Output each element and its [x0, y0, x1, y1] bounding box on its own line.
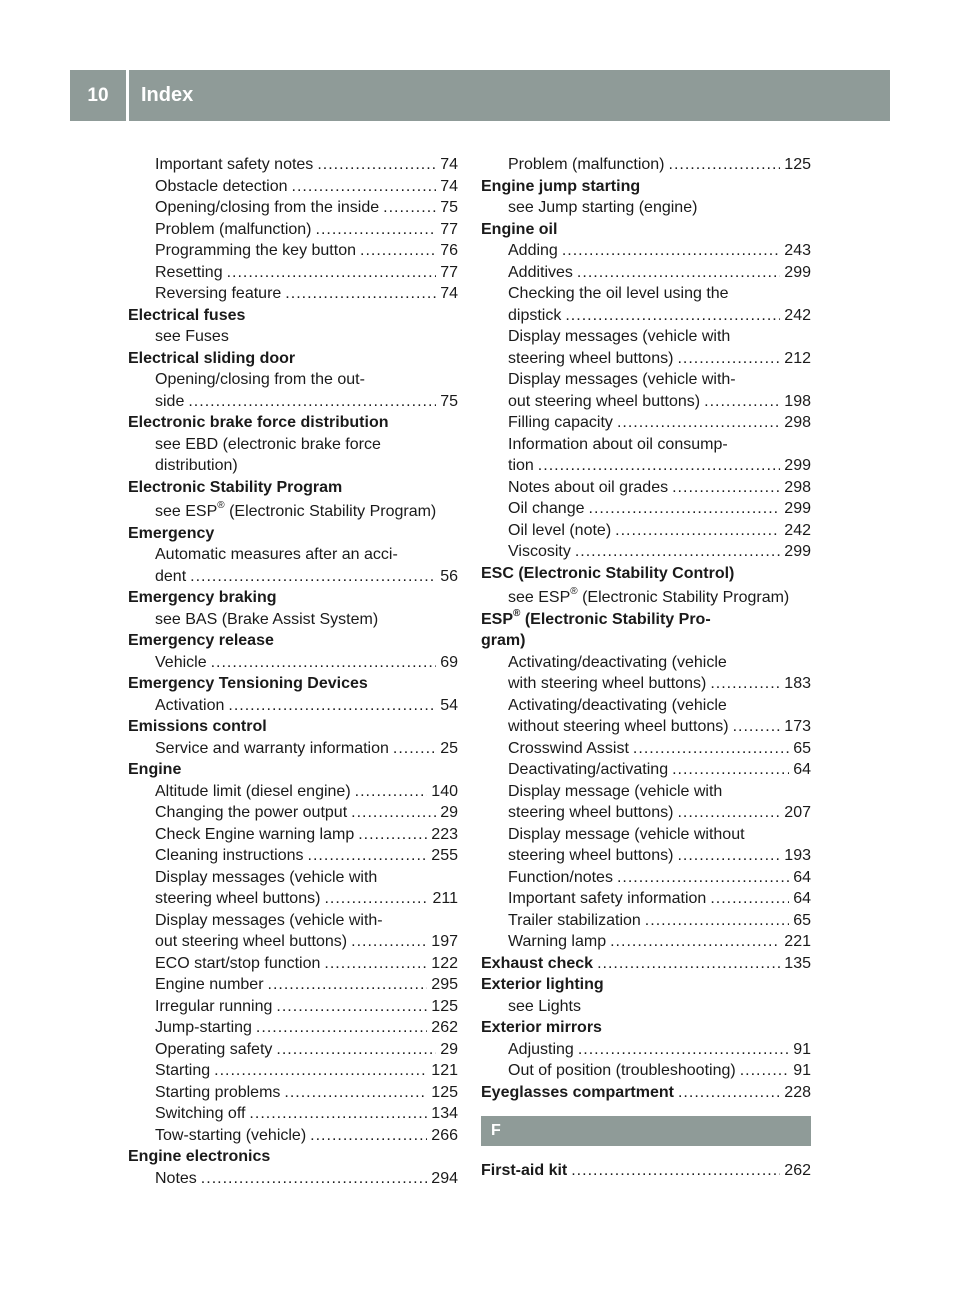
- index-entry: [155, 1082, 458, 1104]
- index-term: Electrical sliding door: [128, 349, 296, 367]
- index-entry: [508, 348, 811, 370]
- entry-label: steering wheel buttons): [508, 804, 674, 821]
- index-entry: [508, 391, 811, 413]
- index-entry: [508, 931, 811, 953]
- index-entry: [155, 824, 458, 846]
- entry-label: Cleaning instructions: [155, 847, 304, 864]
- see-reference: see BAS (Brake Assist System): [155, 610, 379, 628]
- index-term: ESC (Electronic Stability Control): [481, 564, 735, 582]
- term-label: Exhaust check: [481, 954, 594, 972]
- entry-label: Oil level (note): [508, 521, 612, 539]
- index-term: Electronic Stability Program: [128, 478, 343, 496]
- entry-label: Resetting: [155, 263, 223, 281]
- index-entry: [508, 802, 811, 824]
- entry-page: 56: [440, 567, 458, 585]
- entry-page: 299: [784, 457, 811, 474]
- entry-page: 54: [440, 696, 458, 714]
- section-header-f: F: [481, 1116, 811, 1146]
- see-reference: [155, 501, 458, 523]
- header-divider: [126, 70, 129, 121]
- index-term: Engine jump starting: [481, 177, 641, 195]
- entry-label: Adding: [508, 242, 558, 259]
- entry-label: side: [155, 392, 185, 410]
- index-column-right: [481, 154, 811, 1182]
- index-entry: [155, 652, 458, 674]
- entry-label: Reversing feature: [155, 285, 282, 302]
- entry-page: 193: [784, 847, 811, 864]
- index-entry: [155, 240, 458, 262]
- index-entry: [155, 781, 458, 803]
- index-entry: [155, 1125, 458, 1147]
- entry-label: Warning lamp: [508, 933, 607, 950]
- index-term: Emergency braking: [128, 589, 277, 606]
- entry-label: Tow-starting (vehicle): [155, 1126, 307, 1144]
- entry-label-line: Activating/deactivating (vehicle: [508, 653, 727, 671]
- page-number: 10: [87, 84, 109, 106]
- index-entry: [508, 716, 811, 738]
- entry-label: Function/notes: [508, 868, 613, 886]
- entry-label: Notes about oil grades: [508, 478, 669, 496]
- entry-page: 74: [440, 285, 458, 302]
- index-entry: [508, 888, 811, 910]
- entry-page: 65: [793, 739, 811, 757]
- index-term: Emergency release: [128, 632, 274, 649]
- entry-page: 262: [431, 1019, 458, 1036]
- index-term: [481, 609, 811, 631]
- index-entry: [508, 498, 811, 520]
- index-term: Emergency Tensioning Devices: [128, 675, 368, 692]
- index-term-continued: gram): [481, 632, 526, 649]
- index-entry: [508, 520, 811, 542]
- entry-page: 221: [784, 933, 811, 950]
- index-entry: [155, 1039, 458, 1061]
- see-text: (Electronic Stability Program): [224, 503, 437, 520]
- index-entry: [508, 477, 811, 499]
- entry-page: 125: [784, 156, 811, 173]
- entry-page: 125: [431, 1083, 458, 1101]
- index-entry: [155, 1103, 458, 1125]
- entry-label: dipstick: [508, 306, 562, 324]
- entry-page: 299: [784, 543, 811, 560]
- entry-page: 77: [440, 263, 458, 281]
- index-entry: [155, 974, 458, 996]
- entry-page: 299: [784, 500, 811, 517]
- entry-page: 266: [431, 1126, 458, 1144]
- index-entry: [508, 262, 811, 284]
- entry-page: 207: [784, 804, 811, 821]
- entry-label-line: Display messages (vehicle with-: [155, 911, 383, 929]
- entry-page: 294: [431, 1169, 458, 1187]
- entry-page: 64: [793, 890, 811, 907]
- index-entry: [155, 1017, 458, 1039]
- entry-page: 295: [431, 976, 458, 993]
- entry-label: Important safety notes: [155, 156, 314, 173]
- entry-label: Altitude limit (diesel engine): [155, 782, 351, 800]
- entry-label: steering wheel buttons): [155, 890, 321, 907]
- entry-label: Obstacle detection: [155, 177, 288, 195]
- entry-page: 198: [784, 392, 811, 410]
- index-entry: [155, 197, 458, 219]
- entry-label: Changing the power output: [155, 804, 348, 821]
- index-entry: [155, 888, 458, 910]
- entry-page: 197: [431, 933, 458, 950]
- entry-label: Trailer stabilization: [508, 911, 641, 929]
- index-column-left: [128, 154, 458, 1189]
- entry-label-line: Display messages (vehicle with-: [508, 371, 736, 388]
- entry-page: 29: [440, 804, 458, 821]
- index-entry: [155, 566, 458, 588]
- entry-page: 69: [440, 653, 458, 671]
- index-entry: [155, 262, 458, 284]
- registered-mark: ®: [217, 500, 225, 511]
- index-entry: [508, 1039, 811, 1061]
- entry-label: Starting: [155, 1062, 211, 1079]
- entry-label-line: Display message (vehicle with: [508, 782, 723, 800]
- index-entry: [508, 673, 811, 695]
- entry-page: 125: [431, 997, 458, 1015]
- term-label: Eyeglasses compartment: [481, 1083, 674, 1101]
- entry-label: out steering wheel buttons): [508, 392, 701, 410]
- index-term: Electronic brake force distribution: [128, 414, 389, 431]
- index-entry: [155, 1168, 458, 1190]
- entry-label: Adjusting: [508, 1040, 574, 1058]
- index-entry: [155, 695, 458, 717]
- entry-label: steering wheel buttons): [508, 847, 674, 864]
- term-text: (Electronic Stability Pro-: [520, 610, 711, 628]
- entry-page: 243: [784, 242, 811, 259]
- entry-label: Irregular running: [155, 997, 273, 1015]
- see-reference: see Fuses: [155, 328, 229, 345]
- entry-page: 299: [784, 263, 811, 281]
- entry-label: Out of position (troubleshooting): [508, 1062, 736, 1079]
- entry-label: dent: [155, 567, 187, 585]
- entry-page: 74: [440, 177, 458, 195]
- registered-mark: ®: [513, 607, 521, 619]
- entry-label: Important safety information: [508, 890, 707, 907]
- entry-page: 183: [784, 675, 811, 692]
- entry-label: Deactivating/activating: [508, 761, 669, 778]
- entry-page: 25: [440, 739, 458, 757]
- see-reference: distribution): [155, 457, 238, 474]
- index-entry: [155, 996, 458, 1018]
- entry-page: 135: [784, 954, 811, 972]
- index-entry: [508, 738, 811, 760]
- index-entry: [508, 759, 811, 781]
- entry-label-line: Display message (vehicle without: [508, 825, 745, 843]
- entry-label: Vehicle: [155, 653, 207, 671]
- index-entry: [155, 176, 458, 198]
- entry-label: Additives: [508, 263, 573, 281]
- entry-label: Viscosity: [508, 543, 571, 560]
- entry-label-line: Activating/deactivating (vehicle: [508, 696, 727, 714]
- index-entry: [508, 240, 811, 262]
- index-entry: [155, 845, 458, 867]
- see-reference: see Jump starting (engine): [508, 199, 698, 216]
- entry-page: 77: [440, 220, 458, 238]
- entry-label-line: Opening/closing from the out-: [155, 371, 365, 388]
- entry-label: Operating safety: [155, 1040, 273, 1058]
- entry-label: Crosswind Assist: [508, 739, 629, 757]
- entry-label: Engine number: [155, 976, 264, 993]
- entry-label: Programming the key button: [155, 242, 356, 259]
- index-term: Electrical fuses: [128, 306, 246, 324]
- index-entry: [155, 283, 458, 305]
- entry-page: 242: [784, 521, 811, 539]
- index-entry: [155, 1060, 458, 1082]
- entry-label: Check Engine warning lamp: [155, 825, 355, 843]
- index-entry: [508, 455, 811, 477]
- page-title: Index: [141, 84, 194, 106]
- see-reference: see Lights: [508, 997, 581, 1015]
- entry-label: Activation: [155, 696, 225, 714]
- entry-page: 223: [431, 825, 458, 843]
- entry-page: 121: [431, 1062, 458, 1079]
- index-term: Emissions control: [128, 718, 267, 735]
- see-reference: [508, 587, 811, 609]
- entry-label: Oil change: [508, 500, 585, 517]
- entry-page: 76: [440, 242, 458, 259]
- entry-label: Starting problems: [155, 1083, 281, 1101]
- index-entry: [508, 1060, 811, 1082]
- entry-page: 211: [432, 890, 458, 907]
- entry-label-line: Display messages (vehicle with: [508, 328, 731, 345]
- entry-label-line: Checking the oil level using the: [508, 285, 729, 302]
- index-term: Exterior lighting: [481, 976, 604, 993]
- entry-page: 75: [440, 392, 458, 410]
- entry-page: 91: [793, 1062, 811, 1079]
- registered-mark: ®: [570, 586, 578, 597]
- index-entry: [155, 953, 458, 975]
- entry-label: Service and warranty information: [155, 739, 389, 757]
- entry-page: 65: [793, 911, 811, 929]
- index-term: Engine: [128, 761, 182, 778]
- entry-page: 64: [793, 761, 811, 778]
- index-term-entry: [481, 1160, 811, 1182]
- entry-page: 74: [440, 156, 458, 173]
- entry-label: without steering wheel buttons): [508, 718, 729, 735]
- term-text: ESP: [481, 610, 514, 628]
- entry-label: Switching off: [155, 1105, 246, 1122]
- index-entry: [508, 154, 811, 176]
- index-term-entry: [481, 1082, 811, 1104]
- index-term: Engine oil: [481, 220, 558, 238]
- see-text: (Electronic Stability Program): [577, 589, 790, 606]
- entry-label: Filling capacity: [508, 414, 613, 431]
- index-entry: [155, 154, 458, 176]
- entry-page: 140: [431, 782, 458, 800]
- entry-label-line: Display messages (vehicle with: [155, 868, 378, 886]
- entry-page: 134: [431, 1105, 458, 1122]
- entry-label: Opening/closing from the inside: [155, 199, 380, 216]
- index-entry: [508, 541, 811, 563]
- entry-label: ECO start/stop function: [155, 954, 321, 972]
- entry-page: 91: [793, 1040, 811, 1058]
- index-entry: [155, 219, 458, 241]
- index-term: Engine electronics: [128, 1148, 271, 1165]
- see-text: see ESP: [155, 503, 218, 520]
- index-entry: [508, 845, 811, 867]
- index-entry: [155, 931, 458, 953]
- entry-page: 262: [784, 1162, 811, 1179]
- index-entry: [508, 867, 811, 889]
- entry-page: 212: [784, 349, 811, 367]
- entry-page: 228: [784, 1083, 811, 1101]
- see-reference: see EBD (electronic brake force: [155, 435, 381, 453]
- entry-label: Jump-starting: [155, 1019, 252, 1036]
- index-entry: [155, 391, 458, 413]
- entry-page: 75: [440, 199, 458, 216]
- entry-page: 255: [431, 847, 458, 864]
- entry-label: with steering wheel buttons): [508, 675, 707, 692]
- index-entry: [155, 802, 458, 824]
- index-entry: [508, 412, 811, 434]
- entry-page: 122: [431, 954, 458, 972]
- index-entry: [155, 738, 458, 760]
- entry-label: steering wheel buttons): [508, 349, 674, 367]
- index-entry: [508, 305, 811, 327]
- entry-page: 298: [784, 414, 811, 431]
- term-label: First-aid kit: [481, 1162, 568, 1179]
- entry-page: 64: [793, 868, 811, 886]
- entry-label: tion: [508, 457, 534, 474]
- entry-label: Problem (malfunction): [508, 156, 665, 173]
- entry-label-line: Automatic measures after an acci-: [155, 546, 398, 563]
- index-term: Exterior mirrors: [481, 1019, 602, 1036]
- entry-page: 29: [440, 1040, 458, 1058]
- index-entry: [508, 910, 811, 932]
- entry-page: 173: [784, 718, 811, 735]
- index-term-entry: [481, 953, 811, 975]
- entry-label: Problem (malfunction): [155, 220, 312, 238]
- entry-label-line: Information about oil consump-: [508, 435, 728, 453]
- entry-page: 242: [784, 306, 811, 324]
- entry-label: out steering wheel buttons): [155, 933, 348, 950]
- see-text: see ESP: [508, 589, 571, 606]
- entry-page: 298: [784, 478, 811, 496]
- index-term: Emergency: [128, 524, 215, 542]
- entry-label: Notes: [155, 1169, 197, 1187]
